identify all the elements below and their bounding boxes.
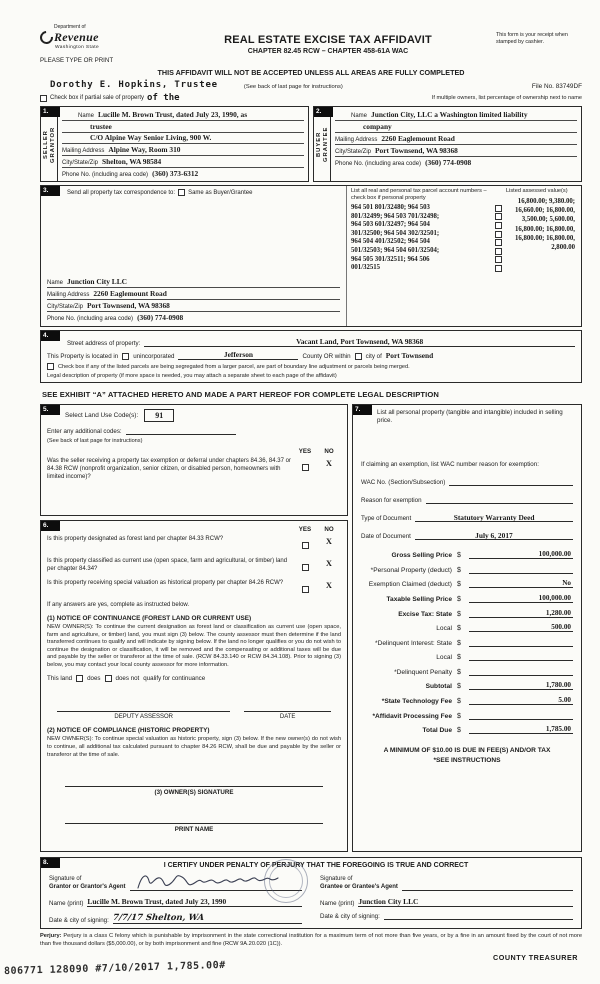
- seller-word: SELLER: [43, 130, 49, 159]
- revenue-logo: [40, 24, 160, 64]
- grantee-date-city-field[interactable]: [384, 919, 573, 920]
- parcel-text: 964 505 301/32511; 964 506: [351, 255, 430, 263]
- seller-section: [40, 106, 309, 182]
- see-instructions-note: *SEE INSTRUCTIONS: [433, 756, 501, 764]
- buyer-mailing-label: Mailing Address: [335, 137, 378, 143]
- wac-number-label: WAC No. (Section/Subsection): [361, 479, 446, 487]
- additional-codes-field[interactable]: [126, 427, 236, 435]
- dept-of-label: Department of: [54, 24, 86, 30]
- certify-statement: I CERTIFY UNDER PENALTY OF PERJURY THAT THE FOREGOING IS TRUE AND CORRECT: [163, 862, 469, 869]
- receipt-note: This form is your receipt when stamped by cashier.: [496, 32, 568, 46]
- corr-name-label: Name: [47, 280, 64, 286]
- grantor-word: GRANTOR: [50, 126, 56, 163]
- current-use-yes-checkbox[interactable]: [302, 564, 309, 571]
- washington-state-label: Washington State: [55, 45, 100, 50]
- no-header: NO: [324, 448, 334, 455]
- seller-side-label: [41, 107, 58, 181]
- historic-question: Is this property receiving special valuation as historical property per chapter 84.26 RCW?: [47, 580, 284, 586]
- grantor-date-city-label: Date & city of signing:: [49, 917, 109, 924]
- fee-value: 1,780.00: [469, 681, 573, 690]
- send-correspondence-label: Send all property tax correspondence to:: [67, 189, 176, 196]
- dollar-sign: $: [457, 625, 461, 633]
- buyer-section: [313, 106, 582, 182]
- grantor-name-print-value: Lucille M. Brown Trust, dated July 23, 1990: [87, 897, 302, 907]
- wac-number-field[interactable]: [449, 477, 573, 486]
- grantee-sig-label-1: Signature of: [320, 875, 353, 882]
- unincorporated-checkbox[interactable]: [122, 353, 129, 360]
- assessed-value: 16,660.00; 16,800.00,: [514, 207, 575, 215]
- fee-label: *State Technology Fee: [381, 698, 452, 706]
- yes-header: YES: [298, 448, 312, 455]
- fee-value: 500.00: [469, 623, 573, 632]
- parcel-line: [351, 238, 502, 247]
- seller-phone-label: Phone No. (including area code): [62, 171, 149, 178]
- fee-row: [361, 609, 573, 618]
- dollar-sign: $: [457, 552, 461, 560]
- section-3-badge: 3.: [41, 186, 60, 196]
- parcel-line: [351, 256, 502, 265]
- land-use-section: [40, 404, 348, 516]
- historic-no-mark: X: [325, 580, 333, 590]
- forest-no-mark: X: [325, 536, 333, 546]
- typed-grantor-name: Dorothy E. Hopkins, Trustee: [50, 80, 218, 90]
- fee-label: *Affidavit Processing Fee: [372, 712, 452, 720]
- corr-phone-value: (360) 774-0908: [137, 313, 184, 322]
- buyer-name-value: Junction City, LLC a Washington limited liability: [371, 110, 528, 119]
- owners-signature-label: (3) OWNER(S) SIGNATURE: [154, 789, 234, 797]
- parcel-text: 964 504 401/32502; 964 504: [351, 238, 430, 246]
- fee-label: Excise Tax: State: [398, 610, 452, 618]
- personal-property-checkbox[interactable]: [495, 213, 502, 220]
- fee-row: [361, 550, 573, 559]
- does-label: does: [87, 675, 101, 683]
- fee-row: [361, 594, 573, 603]
- seller-name-value-2: trustee: [90, 121, 112, 131]
- partial-sale-label: Check box if partial sale of property: [50, 95, 145, 101]
- seller-csz-value: Shelton, WA 98584: [102, 157, 162, 167]
- personal-property-checkbox[interactable]: [495, 231, 502, 238]
- type-of-document-value: Statutory Warranty Deed: [415, 513, 573, 522]
- header: [40, 24, 582, 64]
- fee-label: Local: [436, 625, 452, 633]
- cashier-round-stamp: [264, 859, 308, 903]
- unincorporated-label: unincorporated: [133, 353, 175, 360]
- buyer-phone-value: (360) 774-0908: [425, 158, 472, 167]
- fee-value: 100,000.00: [469, 594, 573, 603]
- historic-yes-checkbox[interactable]: [302, 586, 309, 593]
- personal-property-checkbox[interactable]: [495, 265, 502, 272]
- buyer-phone-label: Phone No. (including area code): [335, 161, 422, 167]
- grantee-signature-block: [320, 873, 573, 924]
- seller-mailing-label: Mailing Address: [62, 148, 105, 155]
- section-1-badge: 1.: [41, 107, 60, 117]
- deputy-date-label: DATE: [279, 714, 296, 721]
- print-name-line[interactable]: [65, 812, 323, 824]
- parcel-text: 501/32503; 964 504 601/32504;: [351, 246, 440, 254]
- qualify-label: qualify for continuance: [143, 675, 206, 683]
- deputy-date-line[interactable]: [244, 702, 331, 712]
- buyer-name-label: Name: [351, 113, 368, 119]
- grantor-handwritten-signature: [134, 868, 284, 894]
- personal-property-checkbox[interactable]: [495, 222, 502, 229]
- fee-label: *Delinquent Penalty: [394, 668, 452, 676]
- deputy-assessor-label: DEPUTY ASSESSOR: [114, 714, 173, 721]
- personal-property-checkbox[interactable]: [495, 256, 502, 263]
- perjury-statement: [40, 933, 582, 949]
- exemption-yes-checkbox[interactable]: [302, 464, 309, 471]
- personal-property-checkbox[interactable]: [495, 248, 502, 255]
- segregated-label: Check box if any of the listed parcels are being segregated from a larger parcel, are part of boundary line adjustment or parcels being merged.: [58, 364, 410, 370]
- this-land-label: This land: [47, 675, 73, 683]
- partial-sale-typed-text: of the: [147, 93, 180, 103]
- assessed-value: 16,800.00; 9,380.00;: [517, 198, 575, 205]
- fee-row: [361, 725, 573, 734]
- grantor-signature-line[interactable]: [130, 873, 302, 891]
- parcel-line: [351, 213, 502, 222]
- fee-value: [469, 652, 573, 661]
- fee-label: Total Due: [422, 727, 452, 735]
- parcel-text: 801/32499; 964 503 701/32498;: [351, 212, 440, 220]
- dollar-sign: $: [457, 668, 461, 676]
- grantor-name-print-label: Name (print): [49, 900, 84, 907]
- dollar-sign: $: [457, 639, 461, 647]
- dollar-sign: $: [457, 712, 461, 720]
- fee-row: [361, 667, 573, 676]
- see-back-note-5: (See back of last page for instructions): [47, 438, 143, 444]
- form-title: REAL ESTATE EXCISE TAX AFFIDAVIT: [224, 34, 432, 46]
- not-accepted-notice: THIS AFFIDAVIT WILL NOT BE ACCEPTED UNLESS ALL AREAS ARE FULLY COMPLETED: [157, 68, 465, 77]
- please-type-label: PLEASE TYPE OR PRINT: [40, 57, 114, 64]
- fee-row: [361, 638, 573, 647]
- cash-register-stamp: 806771 128090 #7/10/2017 1,785.00#: [3, 959, 226, 978]
- located-in-label: This Property is located in: [47, 353, 119, 360]
- grantee-signature-line[interactable]: [402, 873, 573, 891]
- dollar-sign: $: [457, 610, 461, 618]
- personal-property-checkbox[interactable]: [495, 205, 502, 212]
- sale-details-section: [352, 404, 582, 852]
- does-not-checkbox[interactable]: [105, 675, 112, 682]
- corr-mailing-label: Mailing Address: [47, 292, 90, 298]
- assessed-value: 3,500.00; 5,600.00,: [521, 216, 575, 224]
- fee-row: [361, 681, 573, 690]
- assessed-value: 16,800.00; 16,800.00,: [514, 225, 575, 233]
- property-address-section: [40, 330, 582, 383]
- parcel-line: [351, 264, 502, 273]
- fee-value: No: [469, 579, 573, 588]
- fee-value: 1,280.00: [469, 609, 573, 618]
- grantee-word: GRANTEE: [323, 126, 329, 163]
- certification-section: [40, 857, 582, 929]
- corr-mailing-value: 2260 Eaglemount Road: [93, 289, 167, 298]
- fee-label: *Delinquent Interest: State: [375, 639, 452, 647]
- section-8-badge: 8.: [41, 858, 60, 868]
- parcel-line: [351, 230, 502, 239]
- section-7-badge: 7.: [353, 405, 372, 415]
- tax-exemption-question: Was the seller receiving a property tax exemption or deferral under chapters 84.36, 84.37 or 84.38 RCW (nonprofit organization, senior citizen, or disabled person, homeowners with limited income)?: [47, 458, 291, 480]
- grantor-sig-label-2: Grantor or Grantor's Agent: [49, 883, 126, 890]
- parcel-line: [351, 221, 502, 230]
- parcel-line: [351, 247, 502, 256]
- tax-correspondence-section: [40, 185, 582, 327]
- fee-value: 5.00: [469, 696, 573, 705]
- assessed-value: 2,800.00: [551, 244, 575, 252]
- yes-header-6: YES: [298, 526, 312, 533]
- land-classification-section: [40, 520, 348, 852]
- fee-value: [469, 711, 573, 720]
- buyer-csz-label: City/State/Zip: [335, 149, 372, 155]
- perjury-body: Perjury is a class C felony which is punishable by imprisonment in the state correctional institution for a maximum term of not more than five years, or by a fine in an amount fixed by the court of not more than five thousand dollars ($5,000.00), or by both imprisonment and fine (RCW 9A.20.020 (1C)).: [40, 933, 582, 947]
- segregated-checkbox[interactable]: [47, 363, 54, 370]
- reason-exemption-label: Reason for exemption: [361, 497, 422, 505]
- fee-table: [361, 550, 573, 740]
- date-of-document-label: Date of Document: [361, 533, 411, 541]
- fee-row: [361, 652, 573, 661]
- land-use-code-value: 91: [144, 409, 174, 422]
- section-2-badge: 2.: [314, 107, 333, 117]
- street-address-label: Street address of property:: [67, 340, 141, 347]
- grantor-signature-block: [49, 873, 302, 924]
- form-chapter: CHAPTER 82.45 RCW – CHAPTER 458-61A WAC: [247, 48, 409, 55]
- seller-mailing-value: Alpine Way, Room 310: [108, 145, 181, 155]
- answers-yes-note: If any answers are yes, complete as instructed below.: [47, 602, 190, 608]
- corr-csz-value: Port Townsend, WA 98368: [87, 301, 170, 310]
- county-treasurer-label: COUNTY TREASURER: [493, 952, 578, 962]
- section-5-badge: 5.: [41, 405, 60, 415]
- fee-label: *Personal Property (deduct): [370, 566, 452, 574]
- city-checkbox[interactable]: [355, 353, 362, 360]
- fee-value: [469, 565, 573, 574]
- fee-row: [361, 623, 573, 632]
- deputy-assessor-signature-line[interactable]: [57, 702, 230, 712]
- assessed-value: 16,800.00; 16,800.00,: [514, 234, 575, 242]
- fee-value: 100,000.00: [469, 550, 573, 559]
- county-name-value: Jefferson: [178, 350, 298, 360]
- personal-property-label: List all personal property (tangible and intangible) included in selling price.: [377, 409, 563, 425]
- section-6-badge: 6.: [41, 521, 60, 531]
- seller-phone-value: (360) 373-6312: [152, 168, 199, 178]
- corr-phone-label: Phone No. (including area code): [47, 316, 134, 322]
- personal-property-checkbox[interactable]: [495, 239, 502, 246]
- print-name-label: PRINT NAME: [174, 826, 214, 834]
- forest-land-question: Is this property designated as forest land per chapter 84.33 RCW?: [47, 536, 224, 542]
- exhibit-a-line: SEE EXHIBIT “A” ATTACHED HERETO AND MADE A PART HEREOF FOR COMPLETE LEGAL DESCRIPTION: [42, 390, 439, 399]
- type-of-document-label: Type of Document: [361, 515, 412, 523]
- partial-sale-checkbox[interactable]: [40, 95, 47, 102]
- same-as-buyer-label: Same as Buyer/Grantee: [188, 189, 253, 196]
- buyer-mailing-value: 2260 Eaglemount Road: [381, 134, 455, 143]
- multiple-owners-note: If multiple owners, list percentage of ownership next to name: [431, 95, 582, 101]
- forest-yes-checkbox[interactable]: [302, 542, 309, 549]
- buyer-word: BUYER: [316, 131, 322, 158]
- fee-label: Subtotal: [425, 683, 452, 691]
- grantor-date-city-value: 7/7/17 Shelton, WA: [112, 913, 205, 923]
- dollar-sign: $: [457, 566, 461, 574]
- seller-name-label: Name: [78, 112, 95, 119]
- buyer-name-value-2: company: [363, 122, 392, 131]
- buyer-side-label: [314, 107, 331, 181]
- does-checkbox[interactable]: [76, 675, 83, 682]
- grantee-name-print-value: Junction City LLC: [358, 897, 573, 907]
- grantee-name-print-label: Name (print): [320, 900, 355, 907]
- exemption-no-mark: X: [325, 458, 333, 468]
- assessed-values-header: Listed assessed value(s): [506, 188, 568, 194]
- corr-name-value: Junction City LLC: [67, 277, 127, 286]
- notice-compliance-body: NEW OWNER(S): To continue special valuation as historic property, sign (3) below. If the new owner(s) do not wish to continue, all additional tax calculated pursuant to chapter 84.26 RCW, shall be due and payable by the seller or transferor at the time of sale.: [47, 736, 341, 758]
- fee-label: Gross Selling Price: [391, 552, 452, 560]
- grantor-sig-label-1: Signature of: [49, 875, 82, 882]
- fee-value: [469, 667, 573, 676]
- city-of-label: city of: [365, 353, 382, 360]
- parcel-line: [351, 204, 502, 213]
- fee-row: [361, 711, 573, 720]
- same-as-buyer-checkbox[interactable]: [178, 189, 185, 196]
- dollar-sign: $: [457, 581, 461, 589]
- parcel-text: 964 501 801/32480; 964 503: [351, 203, 430, 211]
- revenue-swirl-icon: [37, 28, 55, 46]
- claiming-exemption-label: If claiming an exemption, list WAC number reason for exemption:: [361, 461, 539, 469]
- grantee-date-city-label: Date & city of signing:: [320, 913, 380, 920]
- perjury-label: Perjury:: [40, 933, 62, 939]
- section-4-badge: 4.: [41, 331, 60, 341]
- county-or-label: County OR within: [302, 353, 351, 360]
- current-use-no-mark: X: [325, 558, 333, 568]
- grantee-sig-label-2: Grantee or Grantee's Agent: [320, 883, 398, 890]
- dollar-sign: $: [457, 727, 461, 735]
- current-use-question: Is this property classified as current use (open space, farm and agricultural, or timber) land per chapter 84.34?: [47, 558, 288, 572]
- dollar-sign: $: [457, 698, 461, 706]
- no-header-6: NO: [324, 526, 334, 533]
- corr-csz-label: City/State/Zip: [47, 304, 84, 310]
- notice-continuance-title: (1) NOTICE OF CONTINUANCE (FOREST LAND OR CURRENT USE): [47, 615, 252, 622]
- fee-label: Exemption Claimed (deduct): [368, 581, 452, 589]
- seller-csz-label: City/State/Zip: [62, 160, 99, 167]
- fee-row: [361, 565, 573, 574]
- parcel-list-header: List all real and personal tax parcel account numbers – check box if personal property: [351, 188, 487, 201]
- buyer-csz-value: Port Townsend, WA 98368: [375, 146, 458, 155]
- dollar-sign: $: [457, 683, 461, 691]
- dollar-sign: $: [457, 595, 461, 603]
- parcel-text: 001/32515: [351, 264, 381, 272]
- seller-name-value: Lucille M. Brown Trust, dated July 23, 1990, as: [98, 109, 248, 119]
- file-number: File No. 83749DF: [531, 83, 582, 90]
- notice-compliance-title: (2) NOTICE OF COMPLIANCE (HISTORIC PROPERTY): [47, 727, 210, 735]
- fee-row: [361, 579, 573, 588]
- owners-signature-line[interactable]: [65, 775, 323, 787]
- legal-description-label: Legal description of property (if more space is needed, you may attach a separate sheet to each page of the affidavit): [47, 373, 337, 379]
- additional-codes-label: Enter any additional codes:: [47, 428, 122, 435]
- city-name-value: Port Townsend: [385, 351, 434, 360]
- street-address-value: Vacant Land, Port Townsend, WA 98368: [144, 337, 575, 347]
- parcel-text: 301/32500; 964 504 302/32501;: [351, 229, 440, 237]
- dollar-sign: $: [457, 654, 461, 662]
- fee-value: 1,785.00: [469, 725, 573, 734]
- does-not-label: does not: [115, 675, 140, 683]
- revenue-logo-text: Revenue: [54, 30, 99, 44]
- parcel-text: 964 503 601/32497; 964 504: [351, 221, 430, 229]
- reason-exemption-field[interactable]: [426, 495, 573, 504]
- fee-label: Taxable Selling Price: [386, 595, 452, 603]
- see-back-note: (See back of last page for instructions): [243, 84, 343, 90]
- land-use-label: Select Land Use Code(s):: [65, 412, 139, 419]
- fee-value: [469, 638, 573, 647]
- date-of-document-value: July 6, 2017: [415, 531, 573, 540]
- notice-continuance-body: NEW OWNER(S): To continue the current designation as forest land or classification as current use (open space, farm and agriculture, or timber) land, you must sign (3) below. The county assessor must then determine if the land transferred continues to qualify and will indicate by signing below. If the land no longer qualifies or you do not wish to continue the designation or classification, it will be removed and the compensating or additional taxes will be due and payable by the seller or transferor at the time of sale. (RCW 84.33.140 or RCW 84.34.108). Prior to signing (3) below, you may contact your local county assessor for more information.: [47, 624, 341, 668]
- minimum-due-note: A MINIMUM OF $10.00 IS DUE IN FEE(S) AND/OR TAX: [383, 746, 551, 754]
- seller-care-of: C/O Alpine Way Senior Living, 900 W.: [90, 133, 212, 143]
- fee-row: [361, 696, 573, 705]
- fee-label: Local: [436, 654, 452, 662]
